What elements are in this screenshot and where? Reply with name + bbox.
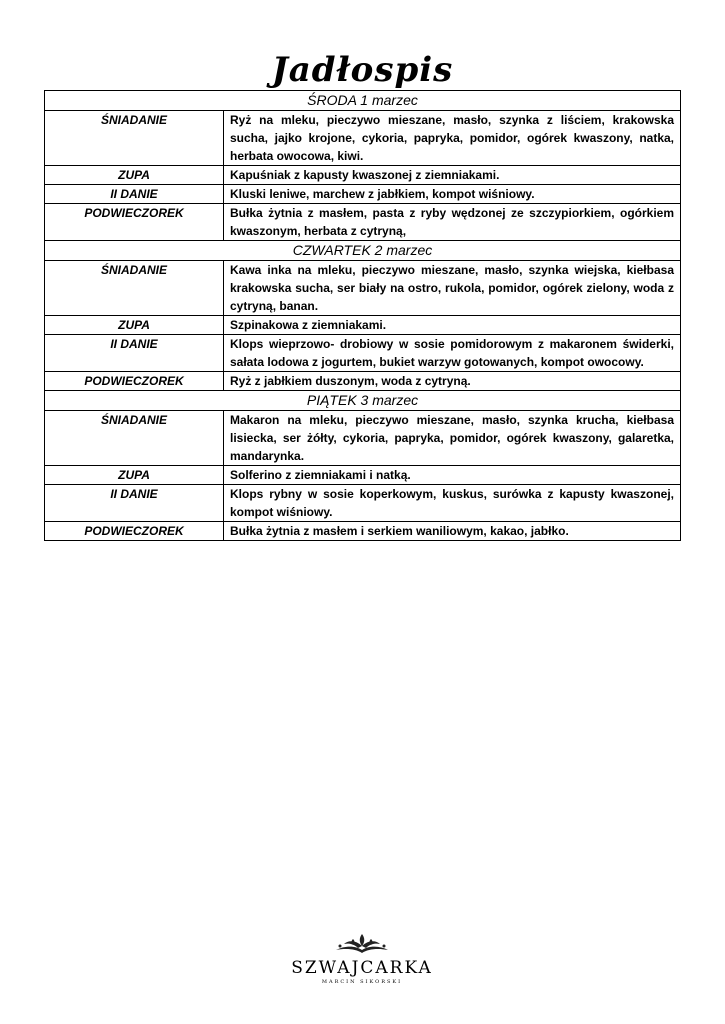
meal-dishes: Solferino z ziemniakami i natką. xyxy=(224,466,681,485)
meal-dishes: Ryż z jabłkiem duszonym, woda z cytryną. xyxy=(224,372,681,391)
brand-name: SZWAJCARKA xyxy=(291,958,433,978)
meal-label: II DANIE xyxy=(45,335,224,372)
meal-label: II DANIE xyxy=(45,485,224,522)
meal-label: PODWIECZOREK xyxy=(45,372,224,391)
meal-dishes: Klops rybny w sosie koperkowym, kuskus, surówka z kapusty kwaszonej, kompot wiśniowy. xyxy=(224,485,681,522)
brand-subtitle: MARCIN SIKORSKI xyxy=(321,979,403,985)
table-row xyxy=(45,522,681,541)
meal-label: ZUPA xyxy=(45,466,224,485)
table-row xyxy=(45,166,681,185)
meal-dishes: Kapuśniak z kapusty kwaszonej z ziemniakami. xyxy=(224,166,681,185)
table-row xyxy=(45,335,681,372)
meal-dishes: Klops wieprzowo- drobiowy w sosie pomidorowym z makaronem świderki, sałata lodowa z jogurtem, bukiet warzyw gotowanych, kompot owocowy. xyxy=(224,335,681,372)
table-row xyxy=(45,204,681,241)
table-row xyxy=(45,411,681,466)
table-row xyxy=(45,485,681,522)
meal-dishes: Ryż na mleku, pieczywo mieszane, masło, szynka z liściem, krakowska sucha, jajko krojone, cykoria, papryka, pomidor, ogórek kwaszony, natka, herbata owocowa, kiwi. xyxy=(224,111,681,166)
table-row xyxy=(45,261,681,316)
day-header-row xyxy=(45,391,681,411)
day-header: ŚRODA 1 marzec xyxy=(45,91,681,111)
meal-dishes: Bułka żytnia z masłem i serkiem waniliowym, kakao, jabłko. xyxy=(224,522,681,541)
day-header: CZWARTEK 2 marzec xyxy=(45,241,681,261)
meal-dishes: Makaron na mleku, pieczywo mieszane, masło, szynka krucha, kiełbasa lisiecka, ser żółty, cykoria, papryka, pomidor, ogórek kwaszony, galaretka, mandarynka. xyxy=(224,411,681,466)
meal-label: PODWIECZOREK xyxy=(45,204,224,241)
brand-logo xyxy=(262,932,462,986)
table-row xyxy=(45,372,681,391)
crown-ornament-icon xyxy=(322,932,402,956)
meal-label: ŚNIADANIE xyxy=(45,411,224,466)
meal-dishes: Szpinakowa z ziemniakami. xyxy=(224,316,681,335)
table-row xyxy=(45,185,681,204)
table-row xyxy=(45,466,681,485)
meal-dishes: Bułka żytnia z masłem, pasta z ryby wędzonej ze szczypiorkiem, ogórkiem kwaszonym, herbata z cytryną, xyxy=(224,204,681,241)
table-row xyxy=(45,111,681,166)
meal-dishes: Kluski leniwe, marchew z jabłkiem, kompot wiśniowy. xyxy=(224,185,681,204)
meal-label: ZUPA xyxy=(45,166,224,185)
day-header-row xyxy=(45,241,681,261)
meal-label: II DANIE xyxy=(45,185,224,204)
page-title: Jadłospis xyxy=(271,50,454,90)
meal-label: PODWIECZOREK xyxy=(45,522,224,541)
day-header-row xyxy=(45,91,681,111)
day-header: PIĄTEK 3 marzec xyxy=(45,391,681,411)
meal-dishes: Kawa inka na mleku, pieczywo mieszane, masło, szynka wiejska, kiełbasa krakowska sucha, ser biały na ostro, rukola, pomidor, ogórek zielony, woda z cytryną, banan. xyxy=(224,261,681,316)
meal-label: ZUPA xyxy=(45,316,224,335)
meal-label: ŚNIADANIE xyxy=(45,261,224,316)
table-row xyxy=(45,316,681,335)
meal-label: ŚNIADANIE xyxy=(45,111,224,166)
menu-table xyxy=(44,90,681,541)
